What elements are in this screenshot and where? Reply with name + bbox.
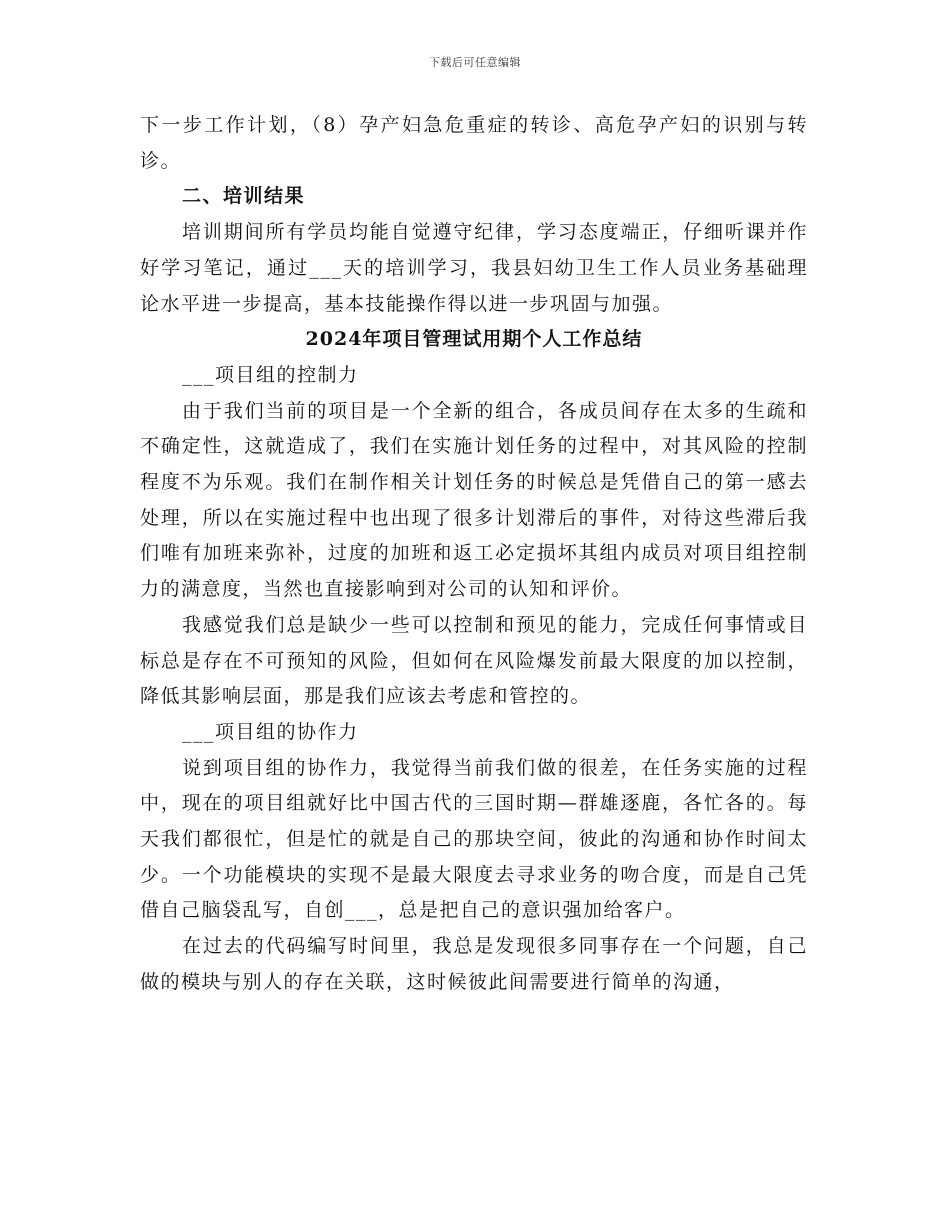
document-title: 2024年项目管理试用期个人工作总结 [305,328,643,351]
document-body [140,108,808,1001]
page-header: 下载后可任意编辑 [429,56,521,69]
paragraph-training-results: 培训期间所有学员均能自觉遵守纪律，学习态度端正，仔细听课并作好学习笔记，通过___天的培训学习，我县妇幼卫生工作人员业务基础理论水平进一步提高，基本技能操作得以进一步巩固与加强。 [140,221,808,315]
paragraph-control-2: 我感觉我们总是缺少一些可以控制和预见的能力，完成任何事情或目标总是存在不可预知的风险，但如何在风险爆发前最大限度的加以控制，降低其影响层面，那是我们应该去考虑和管控的。 [140,613,808,708]
paragraph-collaboration-2: 在过去的代码编写时间里，我总是发现很多同事存在一个问题，自己做的模块与别人的存在关联，这时候彼此间需要进行简单的沟通， [140,935,808,993]
paragraph-collaboration-1: 说到项目组的协作力，我觉得当前我们做的很差，在任务实施的过程中，现在的项目组就好比中国古代的三国时期—群雄逐鹿，各忙各的。每天我们都很忙，但是忙的就是自己的那块空间，彼此的沟通和协作时间太少。一个功能模块的实现不是最大限度去寻求业务的吻合度，而是自己凭借自己脑袋乱写，自创___，总是把自己的意识强加给客户。 [140,756,808,922]
subheading-control: ___项目组的控制力 [182,363,359,386]
paragraph-continuation: 下一步工作计划，（8）孕产妇急危重症的转诊、高危孕产妇的识别与转诊。 [140,114,808,172]
paragraph-control-1: 由于我们当前的项目是一个全新的组合，各成员间存在太多的生疏和不确定性，这就造成了，我们在实施计划任务的过程中，对其风险的控制程度不为乐观。我们在制作相关计划任务的时候总是凭借自己的第一感去处理，所以在实施过程中也出现了很多计划滞后的事件，对待这些滞后我们唯有加班来弥补，过度的加班和返工必定损坏其组内成员对项目组控制力的满意度，当然也直接影响到对公司的认知和评价。 [140,399,808,601]
subheading-collaboration: ___项目组的协作力 [182,720,359,743]
section-heading-training-results: 二、培训结果 [182,185,306,208]
